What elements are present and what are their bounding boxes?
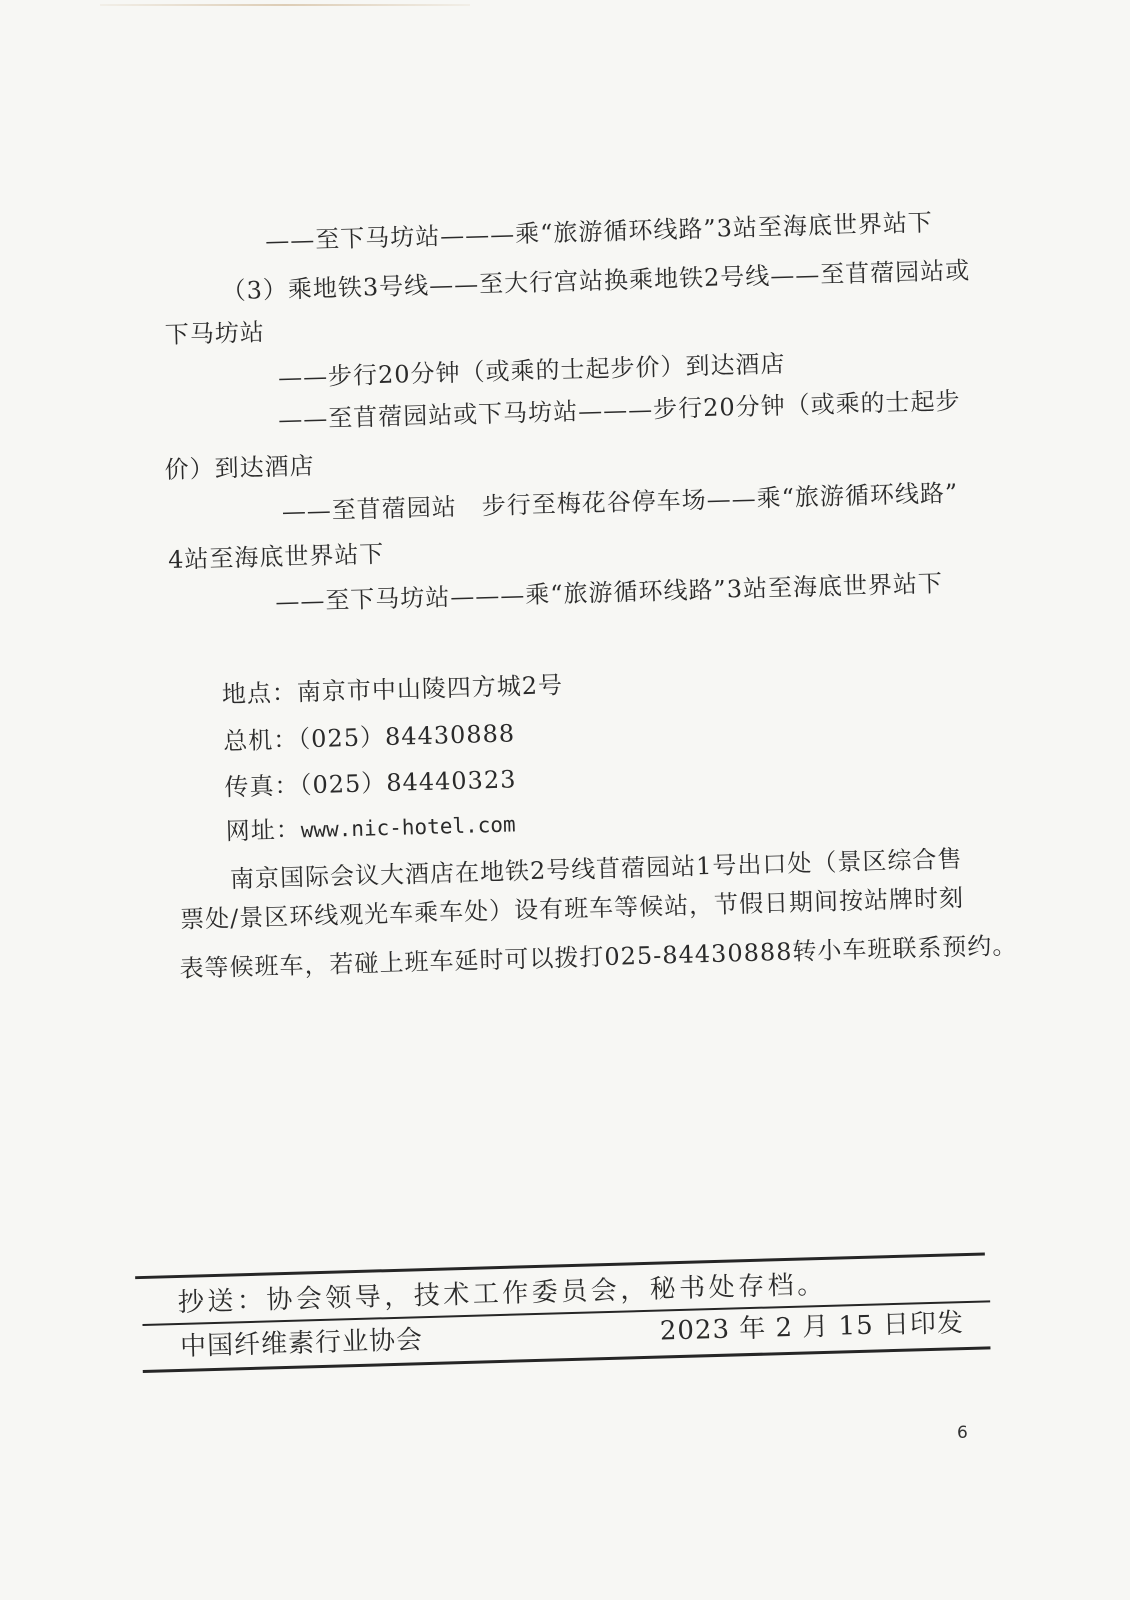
contact-website-value: www.nic-hotel.com [300,812,516,843]
route-line: 下马坊站 [164,318,266,349]
shuttle-note-line: 表等候班车，若碰上班车延时可以拨打025-84430888转小车班联系预约。 [179,931,1018,983]
route-line: （3）乘地铁3号线——至大行宫站换乘地铁2号线——至苜蓿园站或 [221,256,971,306]
route-line: ——至下马坊站———乘“旅游循环线路”3站至海底世界站下 [264,208,934,256]
contact-website [225,811,516,846]
contact-address-label: 地点： [221,678,298,709]
route-line: 价）到达酒店 [164,451,315,485]
page-number: 6 [957,1423,968,1443]
contact-fax-value: （025）84440323 [299,765,517,800]
contact-fax-label: 传真： [224,771,300,802]
shuttle-note-line: 票处/景区环线观光车乘车处）设有班车等候站，节假日期间按站牌时刻 [179,883,965,934]
issue-date: 2023 年 2 月 15 日印发 [659,1308,965,1347]
footer-top-rule [135,1252,985,1278]
contact-website-label: 网址： [225,815,302,846]
contact-phone-value: （025）84430888 [297,719,516,754]
shuttle-note-line: 南京国际会议大酒店在地铁2号线苜蓿园站1号出口处（景区综合售 [229,844,963,894]
contact-address [222,673,564,707]
route-line: ——至苜蓿园站 步行至梅花谷停车场——乘“旅游循环线路” [281,478,959,526]
route-line: 4站至海底世界站下 [167,539,385,574]
issuer-name: 中国纤维素行业协会 [179,1325,424,1362]
route-line: ——至苜蓿园站或下马坊站———步行20分钟（或乘的士起步 [277,386,961,434]
contact-phone [222,719,516,756]
contact-address-value: 南京市中山陵四方城2号 [296,671,564,707]
contact-fax [224,765,517,802]
route-line: ——步行20分钟（或乘的士起步价）到达酒店 [277,349,786,392]
route-line: ——至下马坊站———乘“旅游循环线路”3站至海底世界站下 [274,569,944,617]
contact-phone-label: 总机： [222,725,299,756]
cc-list: 抄送：协会领导，技术工作委员会，秘书处存档。 [177,1269,828,1318]
